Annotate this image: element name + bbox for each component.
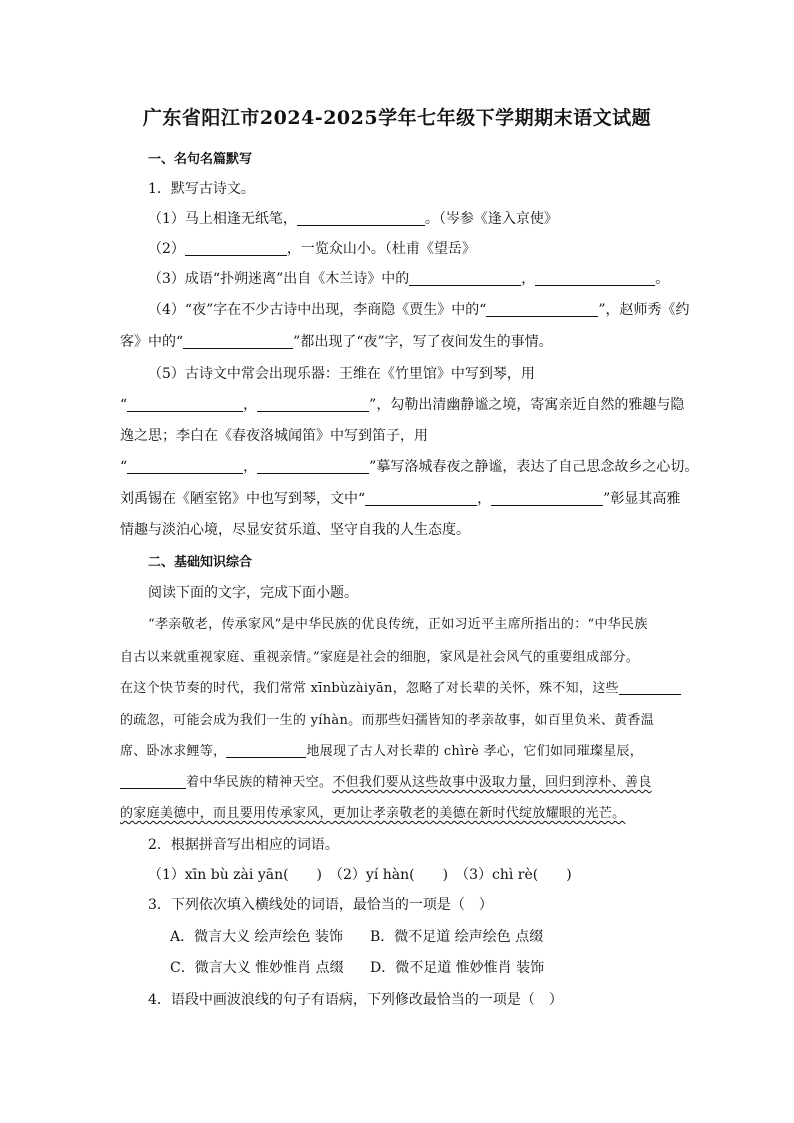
wavy-sentence: 不但我们要从这些故事中汲取力量，回归到淳朴、善良 [332, 775, 652, 790]
item-1-3: （3）成语“扑朔迷离”出自《木兰诗》中的 ， 。 [148, 271, 670, 287]
item-1-2: （2） ，一览众山小。（杜甫《望岳》 [148, 241, 476, 257]
passage-line-4: 的疏忽，可能会成为我们一生的 yíhàn。而那些妇孺皆知的孝亲故事，如百里负米、黄香温 [120, 713, 655, 728]
page-title: 广东省阳江市2024-2025学年七年级下学期期末语文试题 [142, 107, 652, 129]
answer-blank[interactable] [257, 458, 369, 474]
item-1-5-line6: 情趣与淡泊心境，尽显安贫乐道、坚守自我的人生态度。 [120, 522, 470, 538]
section-heading-2: 二、基础知识综合 [148, 555, 253, 570]
passage-line-3: 在这个快节奏的时代，我们常常 xīnbùzàiyān，忽略了对长辈的关怀，殊不知，这些 [120, 677, 681, 696]
wavy-sentence-cont: 的家庭美德中，而且要用传承家风，更加让孝亲敬老的美德在新时代绽放耀眼的光芒。 [120, 806, 626, 821]
reading-intro: 阅读下面的文字，完成下面小题。 [148, 585, 358, 601]
option-b[interactable]: B．微不足道 绘声绘色 点缀 [370, 929, 544, 945]
passage-line-5: 席、卧冰求鲤等， 地展现了古人对长辈的 chìrè 孝心，它们如同璀璨星辰， [120, 744, 644, 759]
answer-blank[interactable] [185, 240, 287, 256]
fill-blank[interactable] [120, 773, 186, 789]
item-1-5: （5）古诗文中常会出现乐器：王维在《竹里馆》中写到琴，用 [148, 366, 535, 382]
answer-blank[interactable] [491, 490, 603, 506]
passage-line-7 [120, 802, 625, 821]
answer-blank[interactable] [127, 396, 243, 412]
option-d[interactable]: D．微不足道 惟妙惟肖 装饰 [370, 960, 545, 976]
passage-line-6: 着中华民族的精神天空。不但我们要从这些故事中汲取力量，回归到淳朴、善良 [120, 771, 652, 790]
fill-blank[interactable] [226, 742, 306, 758]
answer-blank[interactable] [297, 210, 425, 226]
question-1: 1．默写古诗文。 [148, 181, 255, 197]
answer-blank[interactable] [183, 333, 293, 349]
answer-blank[interactable] [365, 490, 477, 506]
item-1-5-line5: 刘禹锡在《陋室铭》中也写到琴，文中“ ， ”彰显其高雅 [120, 491, 681, 507]
section-heading-1: 一、名句名篇默写 [148, 152, 253, 167]
passage-line-2: 自古以来就重视家庭、重视亲情。”家庭是社会的细胞，家风是社会风气的重要组成部分。 [120, 650, 640, 665]
question-2: 2．根据拼音写出相应的词语。 [148, 837, 339, 853]
question-3-options-row2 [170, 957, 544, 977]
answer-blank[interactable] [409, 270, 521, 286]
answer-blank[interactable] [535, 270, 655, 286]
item-1-1: （1）马上相逢无纸笔， 。（岑参《逢入京使》 [148, 211, 558, 227]
fill-blank[interactable] [619, 679, 681, 695]
item-1-5-line4: “ ， ”摹写洛城春夜之静谧，表达了自己思念故乡之心切。 [120, 459, 699, 475]
item-1-4-cont: 客》中的“ ”都出现了“夜”字，写了夜间发生的事情。 [120, 334, 553, 350]
answer-blank[interactable] [486, 301, 598, 317]
question-4: 4．语段中画波浪线的句子有语病，下列修改最恰当的一项是（ ） [148, 992, 563, 1008]
question-3-options-row1 [170, 926, 543, 946]
answer-blank[interactable] [127, 458, 243, 474]
option-c[interactable]: C．微言大义 惟妙惟肖 点缀 [170, 960, 344, 976]
item-1-5-line2: “ ， ”，勾勒出清幽静谧之境，寄寓亲近自然的雅趣与隐 [120, 397, 685, 413]
item-1-4: （4）“夜”字在不少古诗中出现，李商隐《贾生》中的“ ”，赵师秀《约 [148, 302, 690, 318]
passage-line-1: “孝亲敬老，传承家风”是中华民族的优良传统，正如习近平主席所指出的：“中华民族 [148, 617, 648, 632]
question-2-items: （1）xīn bù zài yān( ) （2）yí hàn( ) （3）chì rè( ) [148, 867, 572, 883]
option-a[interactable]: A．微言大义 绘声绘色 装饰 [170, 929, 344, 945]
item-1-5-line3: 逸之思；李白在《春夜洛城闻笛》中写到笛子，用 [120, 428, 428, 444]
question-3: 3．下列依次填入横线处的词语，最恰当的一项是（ ） [148, 897, 493, 913]
answer-blank[interactable] [257, 396, 369, 412]
